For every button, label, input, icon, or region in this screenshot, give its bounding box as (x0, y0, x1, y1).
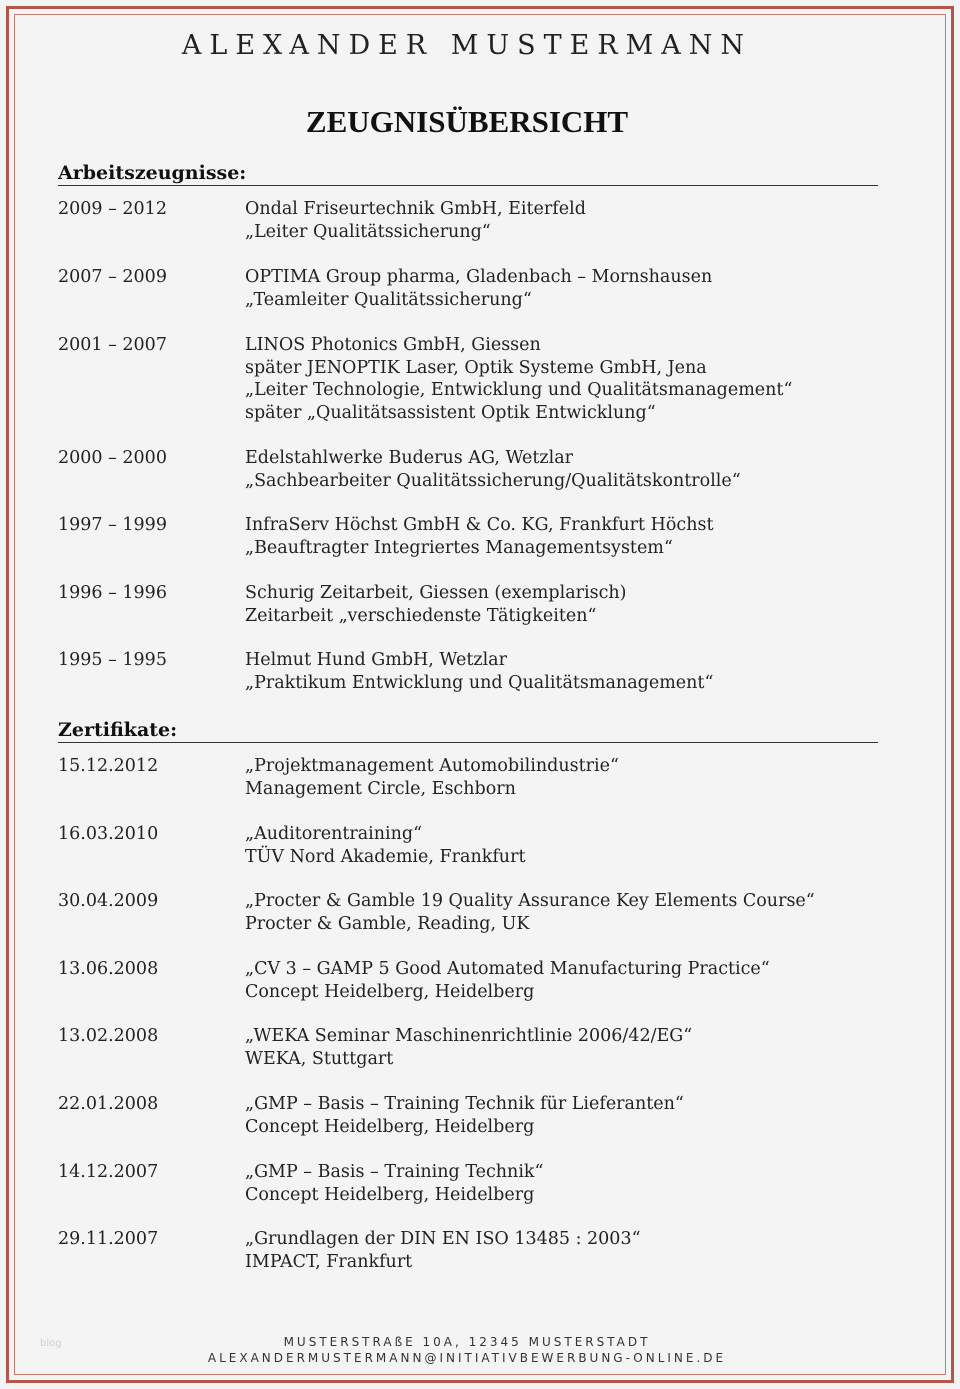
entry-line: „Praktikum Entwicklung und Qualitätsmanagement“ (245, 672, 714, 693)
entry-date: 1995 – 1995 (58, 650, 167, 670)
entry-details (245, 447, 741, 492)
entry-details (245, 1025, 692, 1070)
applicant-name: ALEXANDER MUSTERMANN (181, 30, 753, 61)
entry-line: Edelstahlwerke Buderus AG, Wetzlar (245, 448, 574, 468)
entry-line: Procter & Gamble, Reading, UK (245, 913, 530, 934)
entry-details (245, 1161, 543, 1206)
entry-details (245, 1093, 684, 1138)
entry-date: 13.06.2008 (58, 959, 159, 979)
entry-line: Concept Heidelberg, Heidelberg (245, 1116, 535, 1137)
entry-line: „GMP – Basis – Training Technik“ (245, 1162, 544, 1182)
entry-details (245, 334, 792, 424)
entry-date: 15.12.2012 (58, 756, 159, 776)
watermark: blog (40, 1338, 62, 1349)
entry-details (245, 266, 712, 311)
entry-line: Concept Heidelberg, Heidelberg (245, 1184, 535, 1205)
entry-details (245, 958, 770, 1003)
entry-line: Ondal Friseurtechnik GmbH, Eiterfeld (245, 199, 586, 219)
entry-line: Management Circle, Eschborn (245, 778, 516, 799)
entry-date: 13.02.2008 (58, 1026, 159, 1046)
entry-date: 29.11.2007 (58, 1229, 159, 1249)
footer-email: ALEXANDERMUSTERMANN@INITIATIVBEWERBUNG-ONLINE.DE (207, 1351, 727, 1365)
entry-date: 14.12.2007 (58, 1162, 159, 1182)
entry-line: „GMP – Basis – Training Technik für Lieferanten“ (245, 1094, 684, 1114)
entry-date: 2001 – 2007 (58, 335, 167, 355)
entry-line: später JENOPTIK Laser, Optik Systeme GmbH, Jena (245, 357, 707, 378)
entry-line: „Leiter Qualitätssicherung“ (245, 221, 491, 242)
entry-date: 22.01.2008 (58, 1094, 159, 1114)
entry-date: 2000 – 2000 (58, 448, 167, 468)
entry-date: 1997 – 1999 (58, 515, 167, 535)
entry-line: „Beauftragter Integriertes Managementsystem“ (245, 537, 673, 558)
entry-line: InfraServ Höchst GmbH & Co. KG, Frankfurt Höchst (245, 515, 714, 535)
entry-date: 30.04.2009 (58, 891, 159, 911)
entry-line: „Teamleiter Qualitätssicherung“ (245, 289, 532, 310)
entry-details (245, 823, 525, 868)
entry-line: „Auditorentraining“ (245, 824, 423, 844)
page-title: ZEUGNISÜBERSICHT (305, 104, 629, 139)
entry-line: IMPACT, Frankfurt (245, 1251, 413, 1272)
entry-details (245, 649, 713, 694)
entry-line: OPTIMA Group pharma, Gladenbach – Mornshausen (245, 267, 713, 287)
entry-details (245, 198, 586, 243)
entry-line: LINOS Photonics GmbH, Giessen (245, 335, 541, 355)
entry-details (245, 1228, 641, 1273)
entry-line: Helmut Hund GmbH, Wetzlar (245, 650, 507, 670)
entry-date: 1996 – 1996 (58, 583, 167, 603)
entry-details (245, 582, 626, 627)
entry-line: „WEKA Seminar Maschinenrichtlinie 2006/42/EG“ (245, 1026, 693, 1046)
entry-line: „Procter & Gamble 19 Quality Assurance Key Elements Course“ (245, 891, 815, 911)
footer-address: MUSTERSTRAßE 10A, 12345 MUSTERSTADT (283, 1335, 651, 1349)
entry-date: 2007 – 2009 (58, 267, 167, 287)
entry-line: Zeitarbeit „verschiedenste Tätigkeiten“ (245, 605, 597, 626)
entry-details (245, 890, 815, 935)
entry-line: TÜV Nord Akademie, Frankfurt (245, 846, 526, 867)
entry-line: „Leiter Technologie, Entwicklung und Qualitätsmanagement“ (245, 380, 793, 400)
entry-date: 16.03.2010 (58, 824, 159, 844)
entry-line: „Grundlagen der DIN EN ISO 13485 : 2003“ (245, 1229, 641, 1249)
entry-line: „CV 3 – GAMP 5 Good Automated Manufacturing Practice“ (245, 959, 770, 979)
entry-date: 2009 – 2012 (58, 199, 167, 219)
entry-line: „Projektmanagement Automobilindustrie“ (245, 756, 619, 776)
entry-line: Schurig Zeitarbeit, Giessen (exemplarisch) (245, 583, 627, 603)
entry-line: später „Qualitätsassistent Optik Entwicklung“ (245, 402, 656, 423)
entry-details (245, 514, 714, 559)
entry-line: WEKA, Stuttgart (245, 1048, 394, 1069)
entry-line: Concept Heidelberg, Heidelberg (245, 981, 535, 1002)
entry-line: „Sachbearbeiter Qualitätssicherung/Qualitätskontrolle“ (245, 470, 741, 491)
entry-details (245, 755, 619, 800)
section-heading-work: Arbeitszeugnisse: (58, 162, 878, 186)
section-heading-certificates: Zertifikate: (58, 719, 878, 743)
